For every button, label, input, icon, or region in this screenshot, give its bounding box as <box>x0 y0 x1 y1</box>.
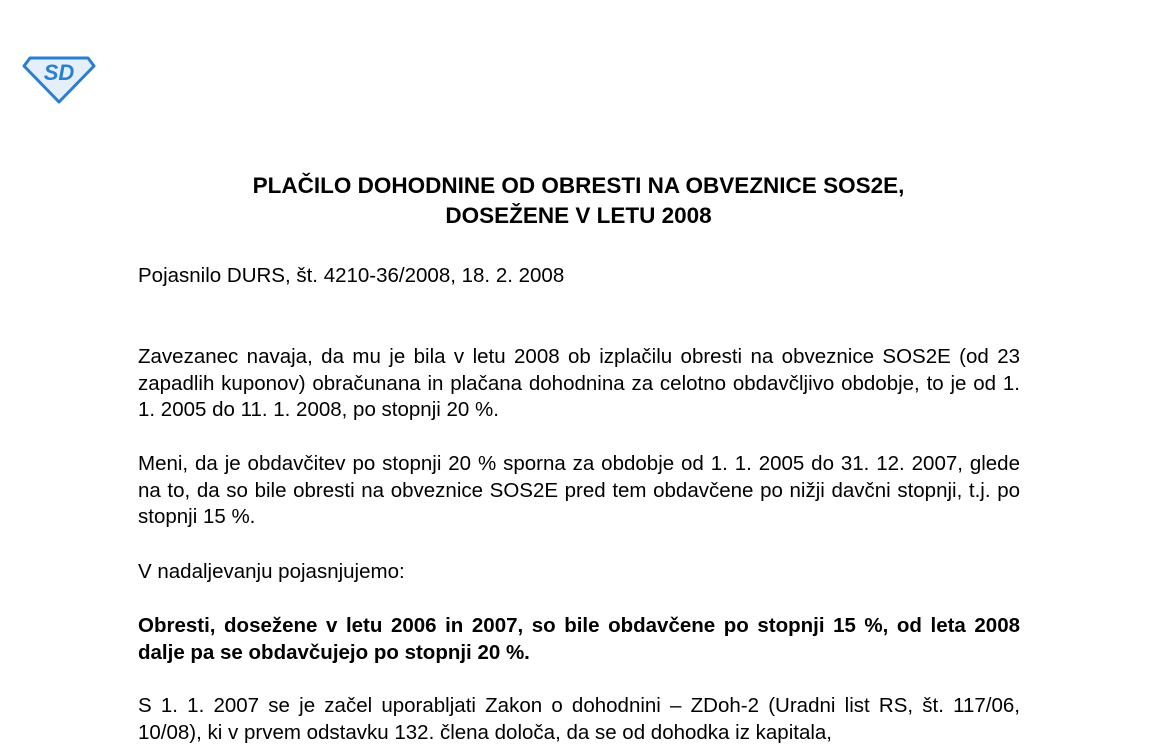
paragraph-1: Zavezanec navaja, da mu je bila v letu 2008 ob izplačilu obresti na obveznice SOS2E (od 23 zapadlih kuponov) obračunana in plačana dohodnina za celotno obdavčljivo obdobje, to je od 1. 1. 2005 do 11. 1. 2008, po stopnji 20 %. <box>138 345 1020 421</box>
reference-line: Pojasnilo DURS, št. 4210-36/2008, 18. 2. 2008 <box>138 264 565 287</box>
logo-text: SD <box>43 60 75 85</box>
title-line-2: DOSEŽENE V LETU 2008 <box>445 203 712 228</box>
paragraph-4-bold: Obresti, dosežene v letu 2006 in 2007, so bile obdavčene po stopnji 15 %, od leta 2008 dalje pa se obdavčujejo po stopnji 20 %. <box>138 614 1020 664</box>
title-line-1: PLAČILO DOHODNINE OD OBRESTI NA OBVEZNICE SOS2E, <box>252 173 905 198</box>
paragraph-3: V nadaljevanju pojasnjujemo: <box>138 560 405 583</box>
paragraph-2: Meni, da je obdavčitev po stopnji 20 % sporna za obdobje od 1. 1. 2005 do 31. 12. 2007, glede na to, da so bile obresti na obveznice SOS2E pred tem obdavčene po nižji davčni stopnji, t.j. po stopnji 15 %. <box>138 452 1020 528</box>
sd-diamond-logo-icon <box>22 50 96 104</box>
document-title <box>0 171 1157 231</box>
paragraph-5: S 1. 1. 2007 se je začel uporabljati Zakon o dohodnini – ZDoh-2 (Uradni list RS, št. 117/06, 10/08), ki v prvem odstavku 132. člena določa, da se od dohodka iz kapitala, <box>138 694 1020 744</box>
